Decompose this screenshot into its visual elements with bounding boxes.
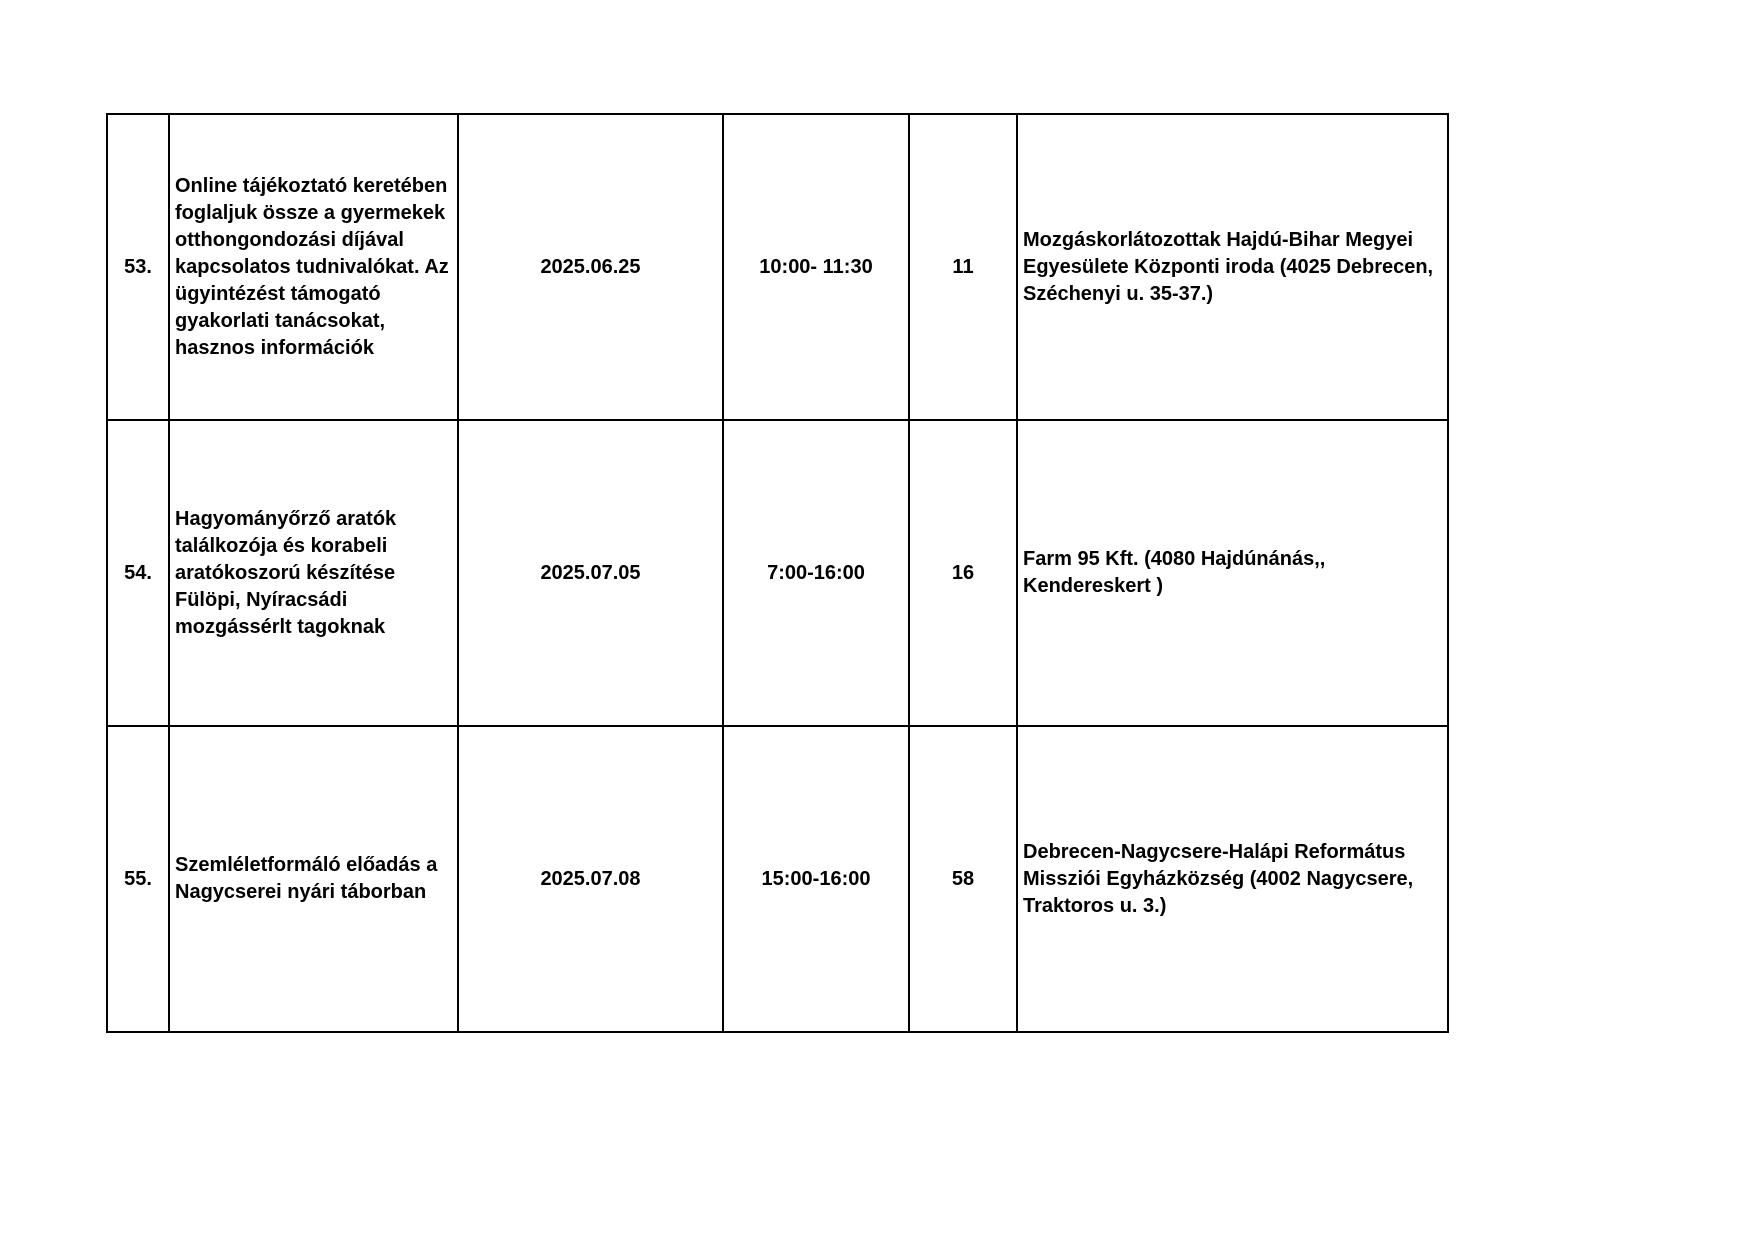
- date-cell: [458, 420, 723, 726]
- event-location: Farm 95 Kft. (4080 Hajdúnánás,, Kendereskert ): [1023, 548, 1326, 597]
- event-description: Szemléletformáló előadás a Nagycserei nyári táborban: [175, 854, 438, 903]
- participant-count: 16: [951, 561, 975, 584]
- row-number: 55.: [124, 867, 152, 890]
- time-cell: [723, 114, 909, 420]
- event-time: 10:00- 11:30: [759, 255, 873, 278]
- event-date: 2025.07.08: [540, 867, 641, 890]
- row-number-cell: [107, 114, 169, 420]
- participant-count: 11: [952, 255, 974, 278]
- row-number-cell: [107, 726, 169, 1032]
- event-date: 2025.06.25: [540, 255, 641, 278]
- table-row: [107, 114, 1448, 420]
- event-table: [106, 113, 1449, 1033]
- row-number: 53.: [124, 255, 152, 278]
- time-cell: [723, 726, 909, 1032]
- description-cell: [169, 726, 458, 1032]
- event-description: Hagyományőrző aratók találkozója és korabeli aratókoszorú készítése Fülöpi, Nyíracsádi mozgássérlt tagoknak: [175, 507, 397, 638]
- time-cell: [723, 420, 909, 726]
- location-cell: [1017, 420, 1448, 726]
- location-cell: [1017, 114, 1448, 420]
- event-time: 7:00-16:00: [767, 561, 865, 584]
- participants-cell: [909, 114, 1017, 420]
- event-location: Mozgáskorlátozottak Hajdú-Bihar Megyei Egyesülete Központi iroda (4025 Debrecen, Széchenyi u. 35-37.): [1023, 228, 1434, 305]
- description-cell: [169, 114, 458, 420]
- event-description: Online tájékoztató keretében foglaljuk össze a gyermekek otthongondozási díjával kapcsolatos tudnivalókat. Az ügyintézést támogató gyakorlati tanácsokat, hasznos információk: [175, 174, 449, 359]
- date-cell: [458, 114, 723, 420]
- table-row: [107, 726, 1448, 1032]
- event-time: 15:00-16:00: [761, 867, 871, 890]
- event-date: 2025.07.05: [540, 561, 641, 584]
- row-number-cell: [107, 420, 169, 726]
- participants-cell: [909, 420, 1017, 726]
- date-cell: [458, 726, 723, 1032]
- location-cell: [1017, 726, 1448, 1032]
- description-cell: [169, 420, 458, 726]
- table-row: [107, 420, 1448, 726]
- participants-cell: [909, 726, 1017, 1032]
- participant-count: 58: [951, 867, 975, 890]
- event-location: Debrecen-Nagycsere-Halápi Református Missziói Egyházközség (4002 Nagycsere, Traktoros u. 3.): [1023, 840, 1414, 917]
- row-number: 54.: [124, 561, 152, 584]
